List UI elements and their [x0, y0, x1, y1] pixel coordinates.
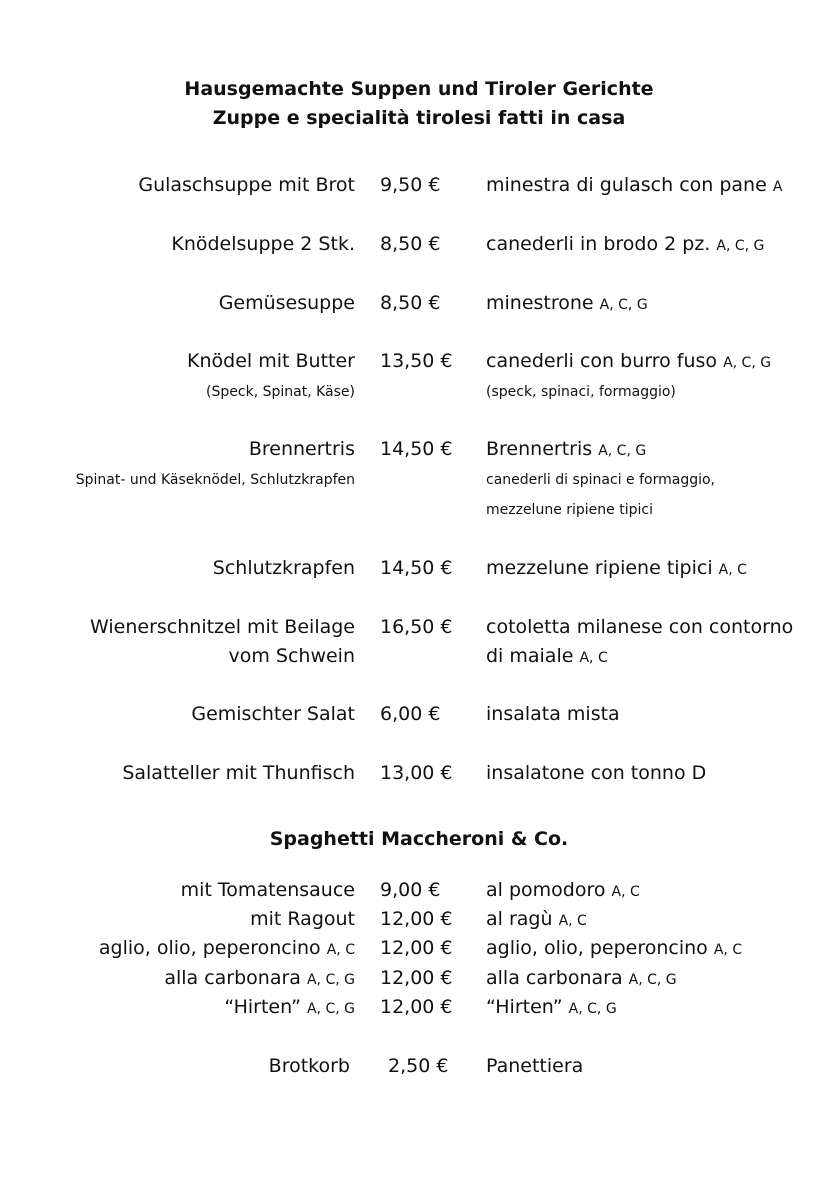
- menu-item-name-de: mit Ragout: [250, 908, 355, 930]
- menu-item-price: 12,00 €: [380, 908, 453, 930]
- allergen-codes: A, C: [713, 942, 743, 958]
- allergen-codes: A, C, G: [599, 297, 648, 313]
- menu-item-name-it: cotoletta milanese con contorno: [486, 616, 794, 638]
- menu-item-name-de: Salatteller mit Thunfisch: [122, 762, 355, 784]
- menu-item-name-de: Brennertris: [248, 438, 355, 460]
- menu-item-price: 14,50 €: [380, 557, 453, 579]
- menu-item-detail-it: mezzelune ripiene tipici: [486, 502, 653, 518]
- menu-item-name-de: alla carbonara A, C, G: [164, 967, 355, 989]
- allergen-codes: A, C: [579, 650, 608, 666]
- menu-item-name-it: insalata mista: [486, 703, 620, 725]
- menu-item-name-de: Wienerschnitzel mit Beilage: [90, 616, 355, 638]
- menu-item-name-de: Schlutzkrapfen: [212, 557, 355, 579]
- allergen-codes: A: [772, 179, 783, 195]
- menu-item-name-it: aglio, olio, peperoncino A, C: [486, 937, 743, 959]
- menu-item-name-it: minestra di gulasch con pane A: [486, 174, 783, 196]
- menu-item-name-de: Gemischter Salat: [191, 703, 355, 725]
- allergen-codes: A, C, G: [598, 443, 647, 459]
- allergen-codes: A, C: [326, 942, 355, 958]
- menu-item-name-de: “Hirten” A, C, G: [224, 996, 355, 1018]
- allergen-codes: A, C, G: [716, 238, 765, 254]
- menu-item-price: 9,50 €: [380, 174, 441, 196]
- menu-item-detail-de: (Speck, Spinat, Käse): [206, 384, 355, 400]
- menu-item-price: 8,50 €: [380, 233, 441, 255]
- menu-item-name-it: insalatone con tonno D: [486, 762, 707, 784]
- menu-item-name-de: Brotkorb: [268, 1055, 350, 1077]
- menu-item-price: 13,50 €: [380, 350, 453, 372]
- allergen-codes: A, C, G: [628, 972, 677, 988]
- menu-item-price: 13,00 €: [380, 762, 453, 784]
- allergen-codes: A, C, G: [568, 1001, 617, 1017]
- menu-item-name-it: al pomodoro A, C: [486, 879, 640, 901]
- menu-item-name-it: alla carbonara A, C, G: [486, 967, 677, 989]
- menu-item-name-it: minestrone A, C, G: [486, 292, 648, 314]
- menu-item-detail-de: Spinat- und Käseknödel, Schlutzkrapfen: [75, 472, 355, 488]
- menu-item-name-de: mit Tomatensauce: [180, 879, 355, 901]
- menu-item-price: 9,00 €: [380, 879, 441, 901]
- menu-item-name-it: Panettiera: [486, 1055, 584, 1077]
- menu-item-name-it: “Hirten” A, C, G: [486, 996, 617, 1018]
- allergen-codes: A, C: [558, 913, 587, 929]
- menu-item-name-de-line2: vom Schwein: [228, 645, 355, 667]
- menu-item-price: 12,00 €: [380, 937, 453, 959]
- menu-item-detail-it: (speck, spinaci, formaggio): [486, 384, 676, 400]
- menu-item-name-de: Knödelsuppe 2 Stk.: [171, 233, 355, 255]
- section-title-de: Hausgemachte Suppen und Tiroler Gerichte: [184, 78, 654, 100]
- menu-item-name-it: Brennertris A, C, G: [486, 438, 647, 460]
- menu-item-name-de: Gemüsesuppe: [218, 292, 355, 314]
- allergen-codes: A, C: [718, 562, 747, 578]
- menu-item-detail-it: canederli di spinaci e formaggio,: [486, 472, 715, 488]
- menu-item-name-it: al ragù A, C: [486, 908, 587, 930]
- allergen-codes: A, C, G: [306, 1001, 355, 1017]
- section-title-pasta: Spaghetti Maccheroni & Co.: [269, 828, 569, 850]
- menu-item-price: 12,00 €: [380, 967, 453, 989]
- menu-item-price: 12,00 €: [380, 996, 453, 1018]
- menu-item-name-it: mezzelune ripiene tipici A, C: [486, 557, 747, 579]
- allergen-codes: A, C, G: [723, 355, 772, 371]
- menu-item-price: 16,50 €: [380, 616, 453, 638]
- menu-item-price: 8,50 €: [380, 292, 441, 314]
- menu-item-name-it: canederli con burro fuso A, C, G: [486, 350, 772, 372]
- menu-item-name-de: Gulaschsuppe mit Brot: [138, 174, 355, 196]
- menu-item-price: 14,50 €: [380, 438, 453, 460]
- menu-item-name-de: Knödel mit Butter: [187, 350, 355, 372]
- menu-item-name-de: aglio, olio, peperoncino A, C: [98, 937, 355, 959]
- allergen-codes: A, C: [611, 884, 640, 900]
- menu-item-name-it: canederli in brodo 2 pz. A, C, G: [486, 233, 765, 255]
- section-title-it: Zuppe e specialità tirolesi fatti in casa: [212, 107, 626, 129]
- menu-item-price: 2,50 €: [388, 1055, 449, 1077]
- menu-item-name-it-line2: di maiale A, C: [486, 645, 608, 667]
- menu-item-price: 6,00 €: [380, 703, 441, 725]
- allergen-codes: A, C, G: [306, 972, 355, 988]
